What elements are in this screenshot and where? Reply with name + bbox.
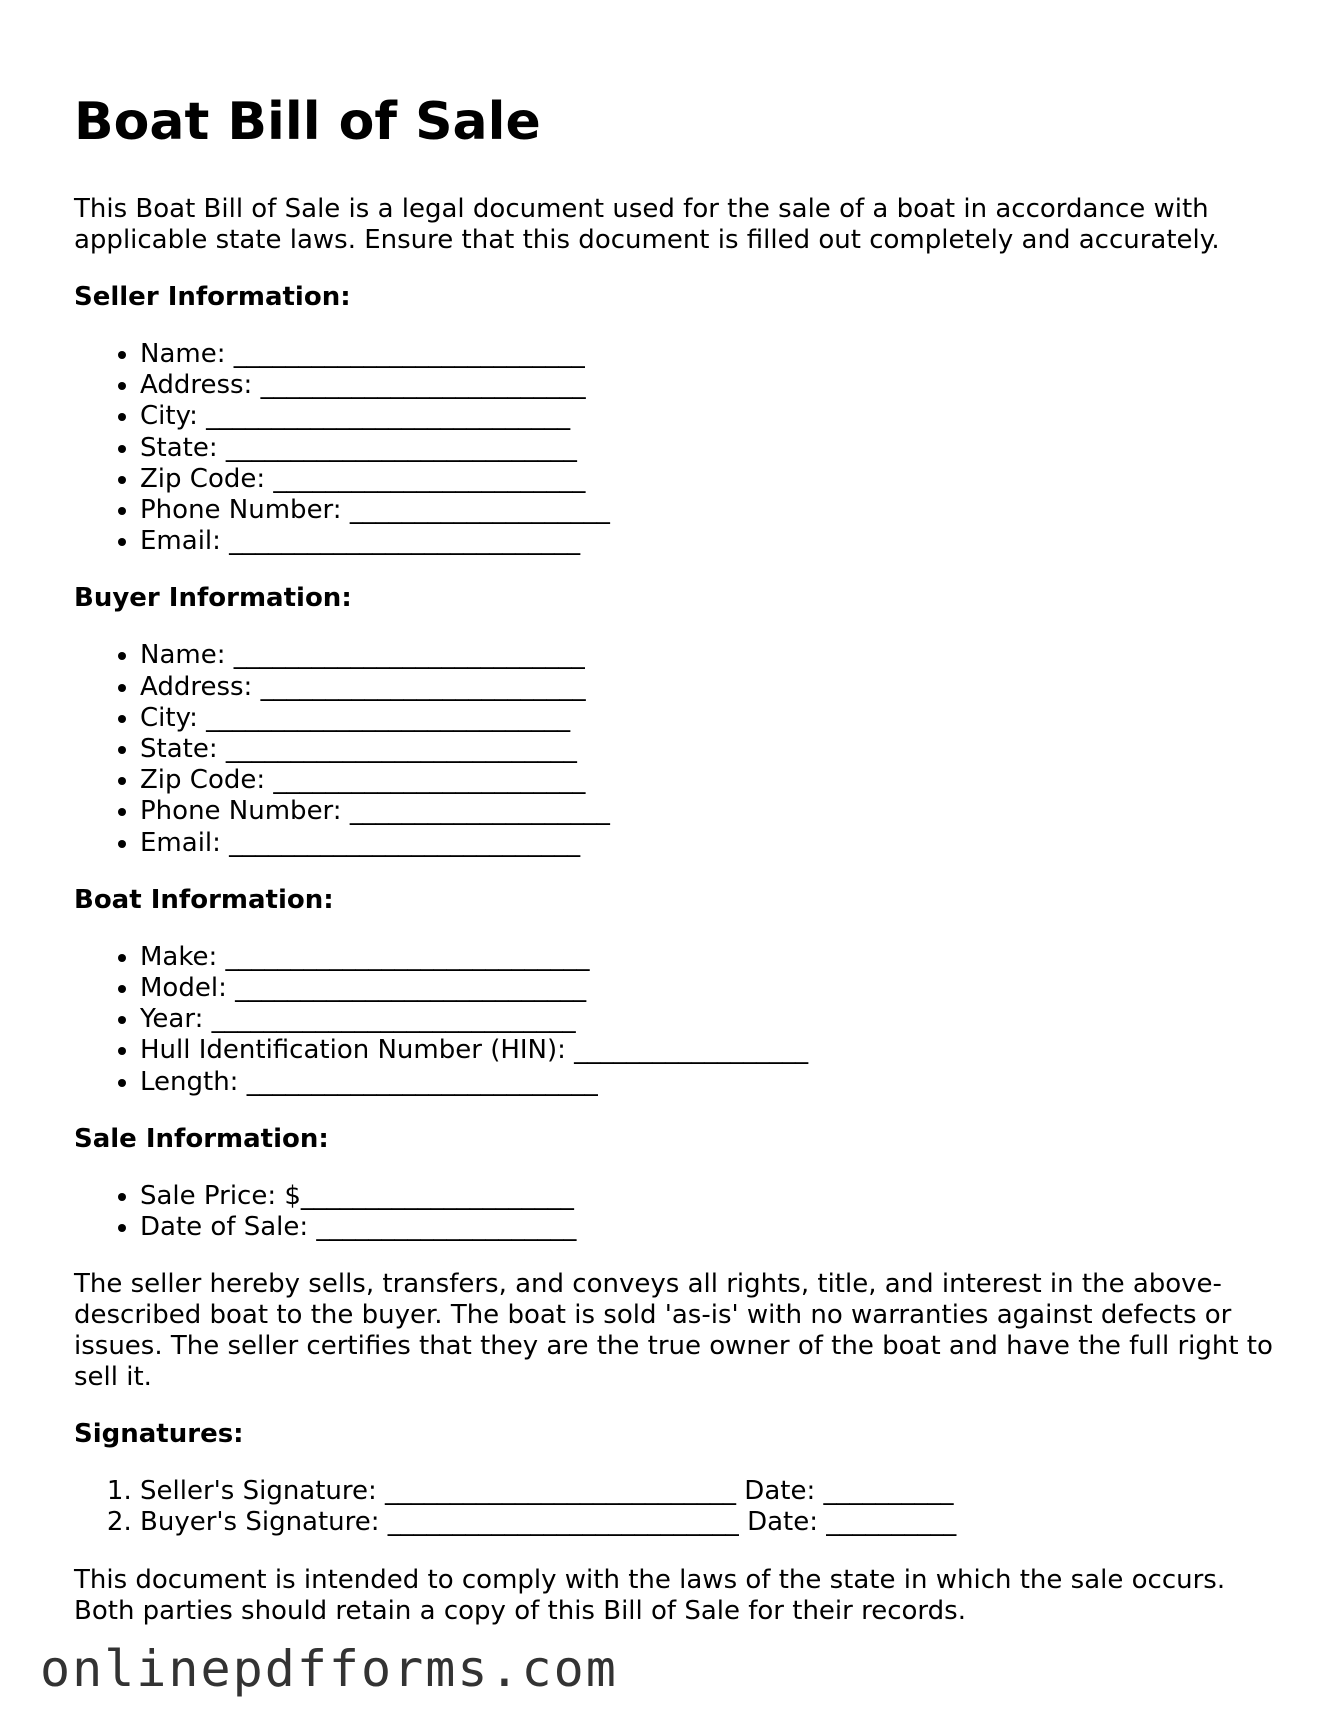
boat-year-field: • Year: ____________________________	[140, 1004, 1274, 1035]
terms-paragraph: The seller hereby sells, transfers, and conveys all rights, title, and interest in the above-described boat to the buyer. The boat is sold 'as-is' with no warranties against defects or issues. The seller certifies that they are the true owner of the boat and have the full right to sell it.	[74, 1269, 1273, 1393]
buyer-state-field: • State: ___________________________	[140, 734, 1274, 765]
sale-date-field: • Date of Sale: ____________________	[140, 1212, 1274, 1243]
closing-paragraph: This document is intended to comply with the laws of the state in which the sale occurs. Both parties should retain a copy of this Bill of Sale for their records.	[74, 1564, 1226, 1626]
buyer-signature-line: 2. Buyer's Signature: ___________________________ Date: __________	[140, 1507, 1274, 1538]
seller-name-field: • Name: ___________________________	[140, 339, 1274, 370]
signatures-heading: Signatures:	[74, 1419, 244, 1450]
buyer-address-field: • Address: _________________________	[140, 672, 1274, 703]
signatures-list	[74, 1476, 1274, 1538]
buyer-phone-field: • Phone Number: ____________________	[140, 796, 1274, 827]
seller-state-field: • State: ___________________________	[140, 433, 1274, 464]
document-page	[74, 90, 1274, 1653]
sale-fields-list	[74, 1181, 1274, 1243]
buyer-heading: Buyer Information:	[74, 583, 352, 614]
seller-city-field: • City: ____________________________	[140, 401, 1274, 432]
buyer-fields-list	[74, 640, 1274, 858]
sale-price-field: • Sale Price: $_____________________	[140, 1181, 1274, 1212]
intro-paragraph: This Boat Bill of Sale is a legal document used for the sale of a boat in accordance with applicable state laws. Ensure that this document is filled out completely and accurately.	[74, 194, 1220, 255]
buyer-email-field: • Email: ___________________________	[140, 828, 1274, 859]
seller-heading: Seller Information:	[74, 282, 351, 312]
sale-heading: Sale Information:	[74, 1123, 329, 1154]
seller-zip-field: • Zip Code: ________________________	[140, 464, 1274, 495]
seller-address-field: • Address: _________________________	[140, 370, 1274, 401]
buyer-city-field: • City: ____________________________	[140, 703, 1274, 734]
buyer-name-field: • Name: ___________________________	[140, 640, 1274, 671]
boat-fields-list	[74, 942, 1274, 1098]
boat-length-field: • Length: ___________________________	[140, 1067, 1274, 1098]
site-watermark: onlinepdfforms.com	[40, 1640, 618, 1698]
boat-make-field: • Make: ____________________________	[140, 942, 1274, 973]
boat-heading: Boat Information:	[74, 884, 334, 915]
seller-fields-list	[74, 339, 1274, 557]
seller-email-field: • Email: ___________________________	[140, 526, 1274, 557]
document-title: Boat Bill of Sale	[74, 92, 541, 152]
boat-model-field: • Model: ___________________________	[140, 973, 1274, 1004]
boat-hin-field: • Hull Identification Number (HIN): __________________	[140, 1035, 1274, 1066]
buyer-zip-field: • Zip Code: ________________________	[140, 765, 1274, 796]
seller-phone-field: • Phone Number: ____________________	[140, 495, 1274, 526]
seller-signature-line: 1. Seller's Signature: ___________________________ Date: __________	[140, 1476, 1274, 1507]
